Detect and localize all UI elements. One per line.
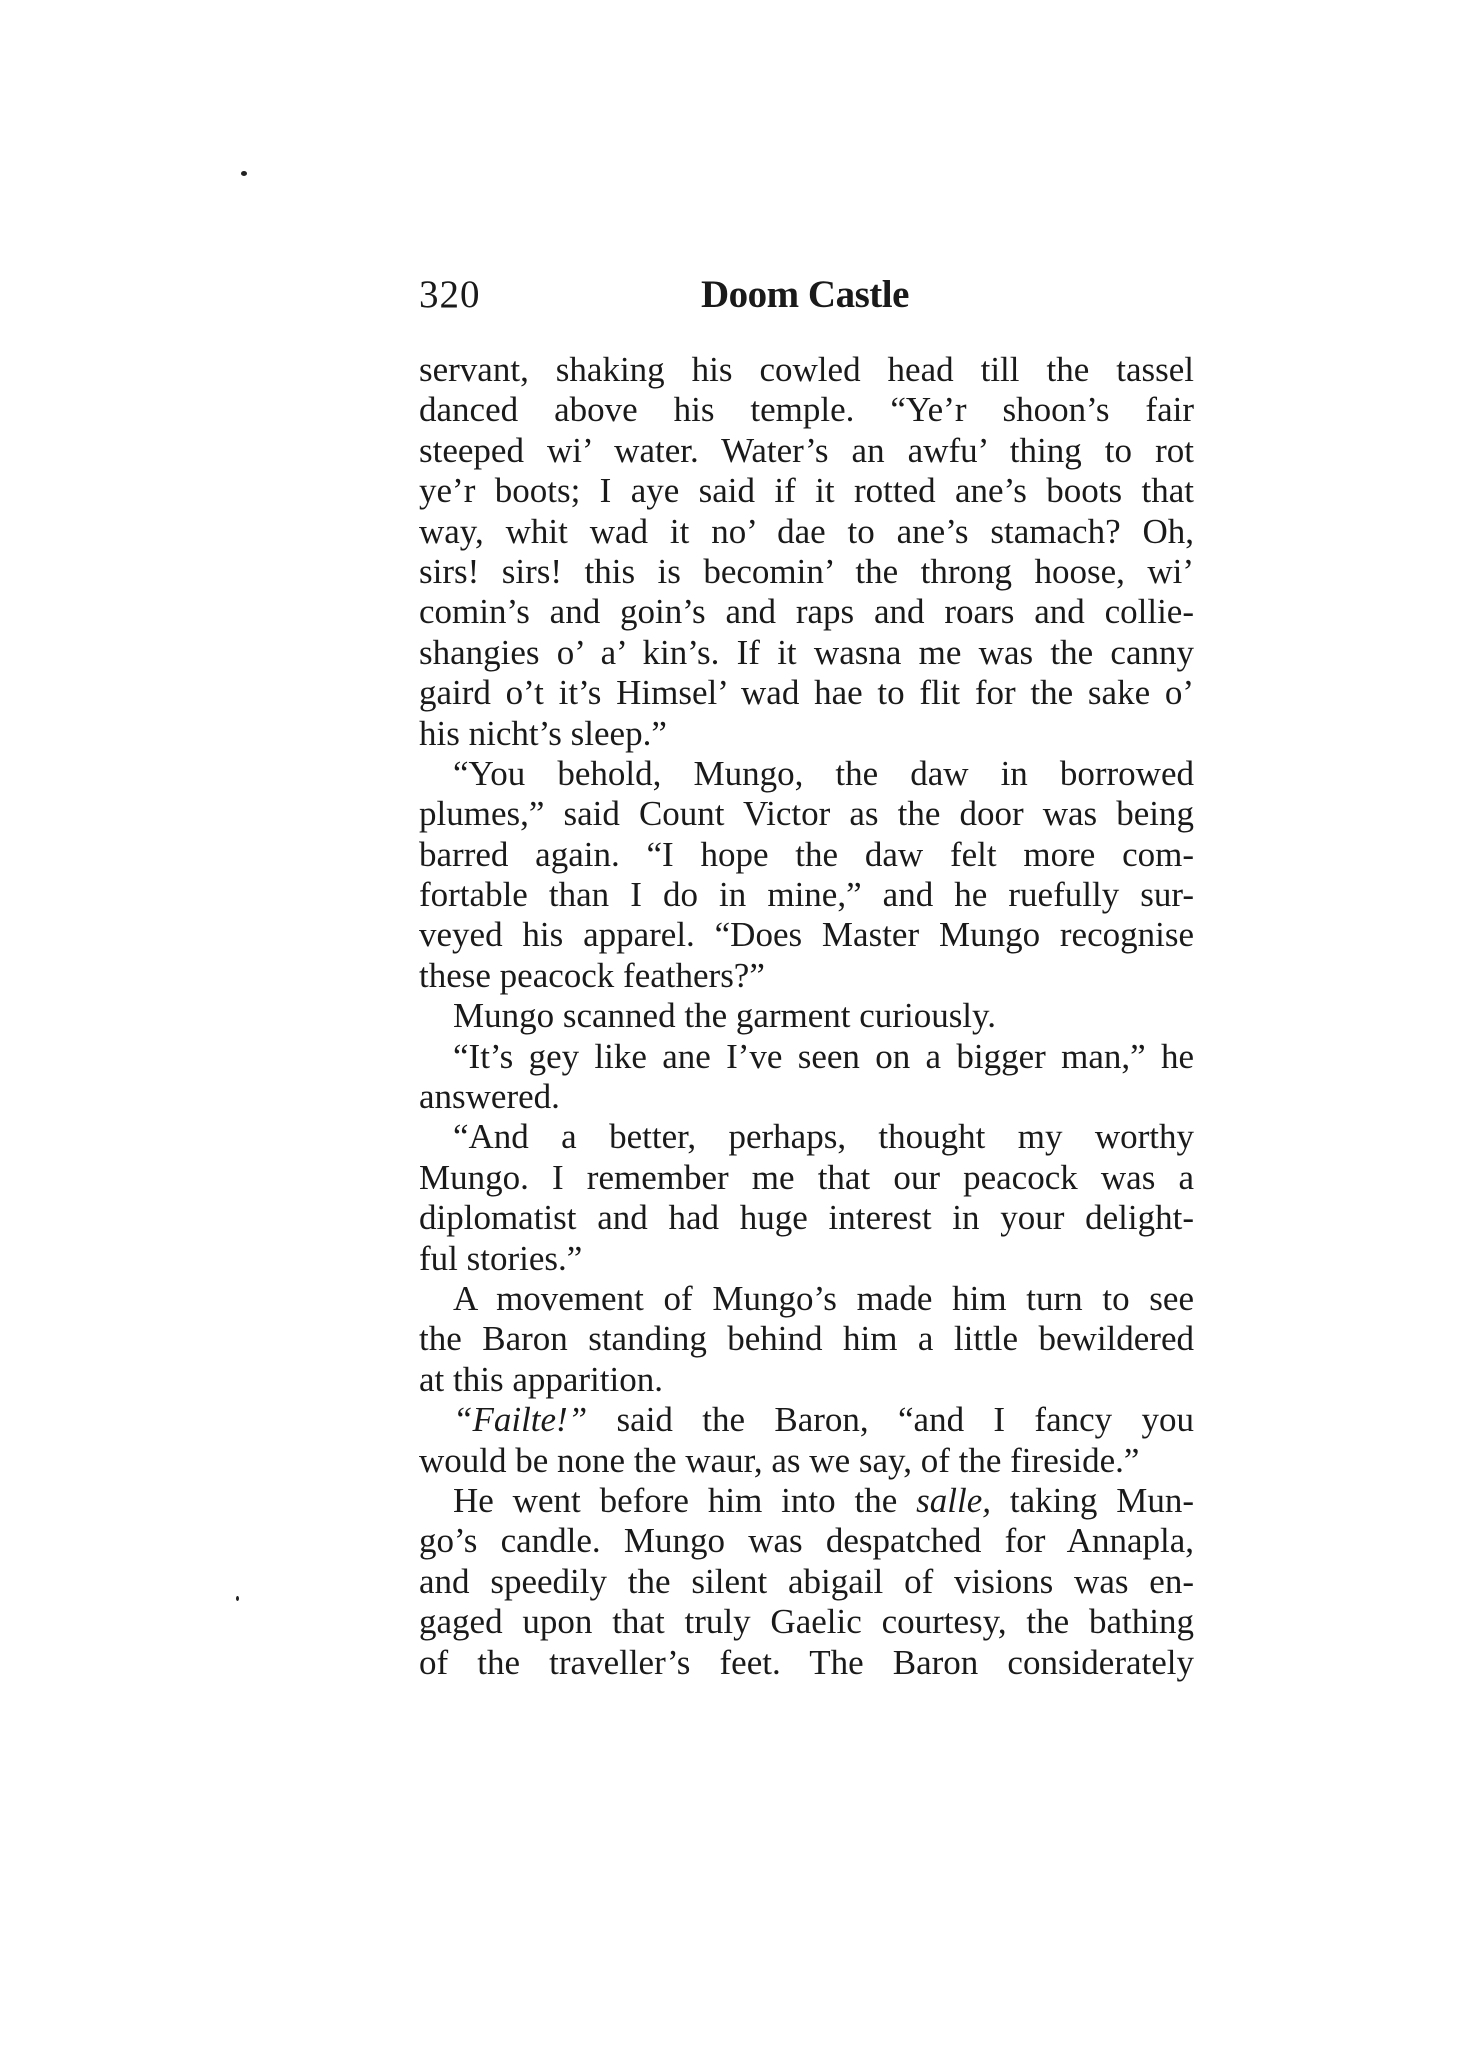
- text-line: plumes,” said Count Victor as the door was being: [419, 794, 1194, 834]
- text-line: servant, shaking his cowled head till the tassel: [419, 350, 1194, 389]
- text-line: ye’r boots; I aye said if it rotted ane’s boots that: [419, 471, 1194, 511]
- text-line: “It’s gey like ane I’ve seen on a bigger man,” he: [453, 1036, 1194, 1076]
- running-head: [419, 268, 1194, 322]
- print-speck: [236, 1596, 239, 1601]
- text-line: Mungo. I remember me that our peacock was a: [419, 1157, 1194, 1197]
- italic-salle: salle,: [916, 1480, 991, 1520]
- text-line: “You behold, Mungo, the daw in borrowed: [453, 753, 1194, 793]
- text-line: ful stories.”: [419, 1238, 583, 1278]
- text-line: Mungo scanned the garment curiously.: [453, 996, 997, 1036]
- text-line: A movement of Mungo’s made him turn to see: [453, 1278, 1194, 1318]
- text-line-start: He went before him into the: [453, 1480, 898, 1520]
- text-line: of the traveller’s feet. The Baron considerately: [419, 1642, 1194, 1682]
- text-line: diplomatist and had huge interest in your delight-: [419, 1198, 1194, 1238]
- text-line: and speedily the silent abigail of visions was en-: [419, 1561, 1194, 1601]
- text-line-rest: taking Mun-: [1009, 1480, 1194, 1520]
- text-line: gaird o’t it’s Himsel’ wad hae to flit for the sake o’: [419, 673, 1194, 713]
- text-line: would be none the waur, as we say, of the fireside.”: [419, 1440, 1140, 1480]
- text-line: gaged upon that truly Gaelic courtesy, the bathing: [419, 1602, 1194, 1642]
- text-line: the Baron standing behind him a little bewildered: [419, 1319, 1194, 1359]
- text-line-rest: said the Baron, “and I fancy you: [616, 1400, 1195, 1440]
- text-line: veyed his apparel. “Does Master Mungo recognise: [419, 915, 1194, 955]
- text-line: way, whit wad it no’ dae to ane’s stamach? Oh,: [419, 511, 1194, 551]
- text-line: sirs! sirs! this is becomin’ the throng hoose, wi’: [419, 551, 1194, 591]
- print-speck: [241, 171, 247, 176]
- text-line: shangies o’ a’ kin’s. If it wasna me was the canny: [419, 632, 1194, 672]
- text-line: go’s candle. Mungo was despatched for Annapla,: [419, 1521, 1194, 1561]
- text-line: his nicht’s sleep.”: [419, 713, 667, 753]
- text-line: steeped wi’ water. Water’s an awfu’ thing to rot: [419, 430, 1194, 470]
- text-line-failte: [419, 1400, 1194, 1440]
- text-line: at this apparition.: [419, 1359, 663, 1399]
- text-line: barred again. “I hope the daw felt more com-: [419, 834, 1194, 874]
- italic-failte: “Failte!”: [453, 1400, 588, 1440]
- text-line: danced above his temple. “Ye’r shoon’s fair: [419, 390, 1194, 430]
- text-line-salle: [419, 1481, 1194, 1521]
- text-line: comin’s and goin’s and raps and roars and collie-: [419, 592, 1194, 632]
- text-line: fortable than I do in mine,” and he ruefully sur-: [419, 875, 1194, 915]
- text-line: these peacock feathers?”: [419, 955, 765, 995]
- running-title: Doom Castle: [701, 273, 909, 316]
- body-text: [419, 350, 1194, 1683]
- text-line: “And a better, perhaps, thought my worthy: [453, 1117, 1194, 1157]
- text-line: answered.: [419, 1077, 560, 1117]
- page-number: 320: [419, 273, 481, 316]
